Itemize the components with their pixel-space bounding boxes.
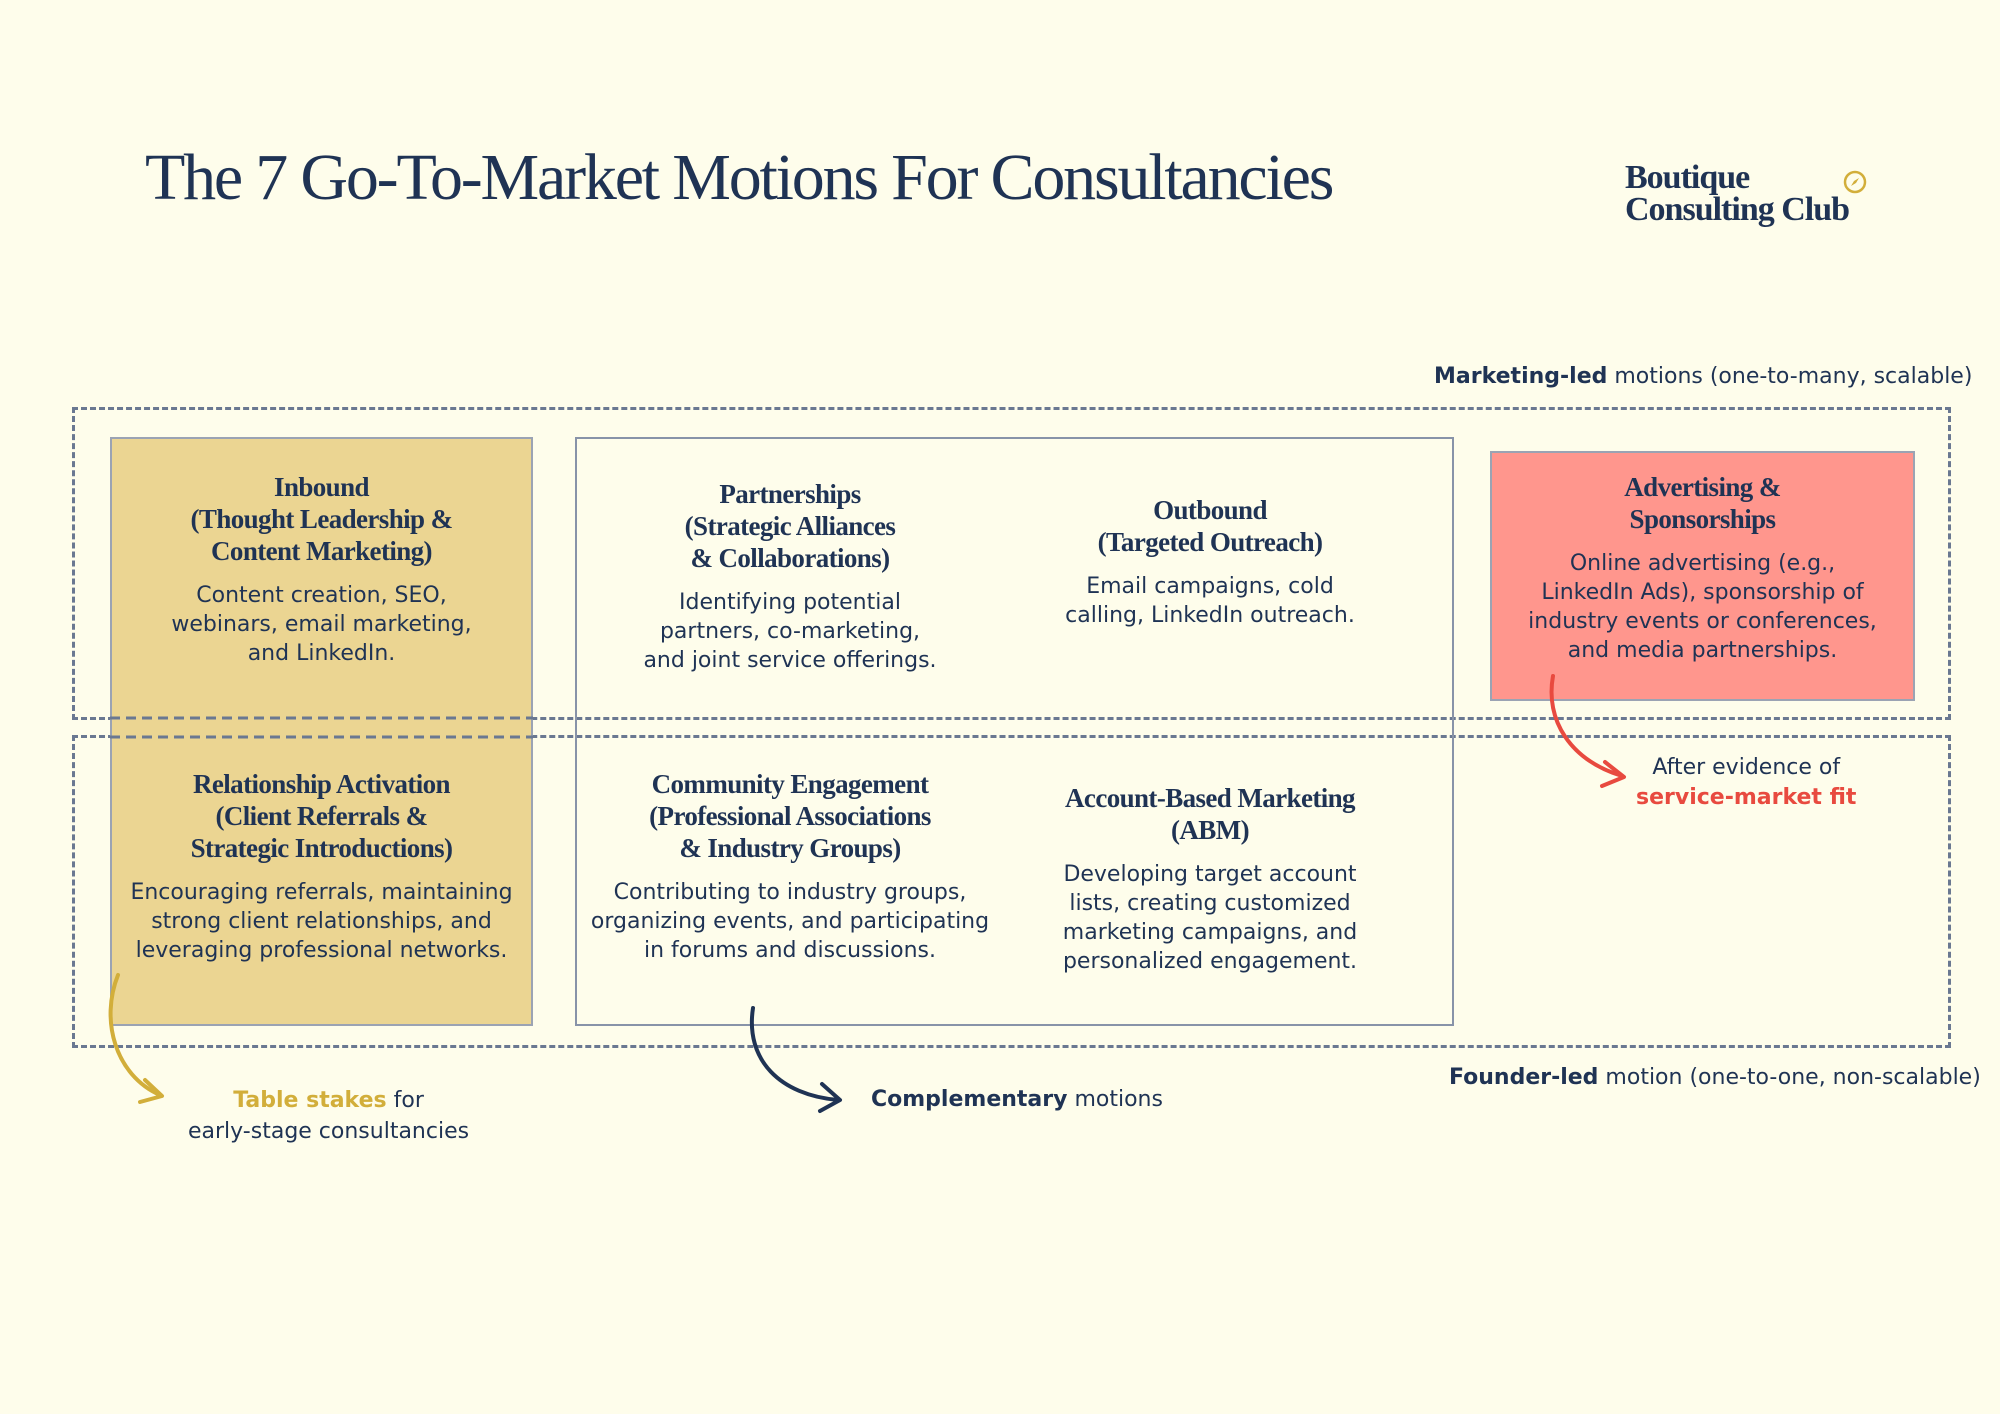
card-advertising-desc: Online advertising (e.g., LinkedIn Ads), sponsorship of industry events or conferences, and media partnerships. <box>1528 551 1877 663</box>
card-partnerships-desc: Identifying potential partners, co-marketing, and joint service offerings. <box>643 590 937 673</box>
complementary-text: motions <box>1067 1087 1163 1112</box>
card-outbound-desc: Email campaigns, cold calling, LinkedIn outreach. <box>1065 574 1355 628</box>
card-community-title: Community Engagement (Professional Associations & Industry Groups) <box>649 769 931 863</box>
card-inbound-title: Inbound (Thought Leadership & Content Marketing) <box>190 472 453 566</box>
table-stakes-bold: Table stakes <box>233 1088 387 1113</box>
complementary-bold: Complementary <box>871 1087 1068 1112</box>
page-title: The 7 Go-To-Market Motions For Consultancies <box>145 141 1333 214</box>
evidence-line-1: After evidence of <box>1652 755 1841 780</box>
marketing-led-bold: Marketing-led <box>1434 364 1608 389</box>
card-community-desc: Contributing to industry groups, organizing events, and participating in forums and discussions. <box>590 880 990 963</box>
evidence-annotation <box>1636 753 1856 813</box>
card-advertising-title: Advertising & Sponsorships <box>1624 472 1781 534</box>
table-stakes-line-2: early-stage consultancies <box>188 1119 470 1144</box>
evidence-bold: service-market fit <box>1636 785 1857 810</box>
founder-led-bold: Founder-led <box>1449 1065 1599 1090</box>
card-partnerships-title: Partnerships (Strategic Alliances & Collaborations) <box>684 479 896 573</box>
marketing-led-text: motions (one-to-many, scalable) <box>1607 364 1973 389</box>
logo-line-1: Boutique <box>1625 159 1750 196</box>
table-stakes-annotation <box>188 1085 469 1147</box>
card-relationship-title: Relationship Activation (Client Referrals & Strategic Introductions) <box>190 769 453 863</box>
card-inbound-desc: Content creation, SEO, webinars, email marketing, and LinkedIn. <box>171 583 472 666</box>
card-abm-desc: Developing target account lists, creating customized marketing campaigns, and personalized engagement. <box>1062 862 1358 974</box>
table-stakes-text: for <box>386 1088 424 1113</box>
card-relationship-desc: Encouraging referrals, maintaining strong client relationships, and leveraging professional networks. <box>130 880 513 963</box>
card-outbound-title: Outbound (Targeted Outreach) <box>1097 495 1323 557</box>
complementary-annotation <box>871 1087 1163 1112</box>
founder-led-text: motion (one-to-one, non-scalable) <box>1598 1065 1981 1090</box>
card-abm-title: Account-Based Marketing (ABM) <box>1065 783 1355 845</box>
logo-line-2: Consulting Club <box>1625 191 1850 228</box>
